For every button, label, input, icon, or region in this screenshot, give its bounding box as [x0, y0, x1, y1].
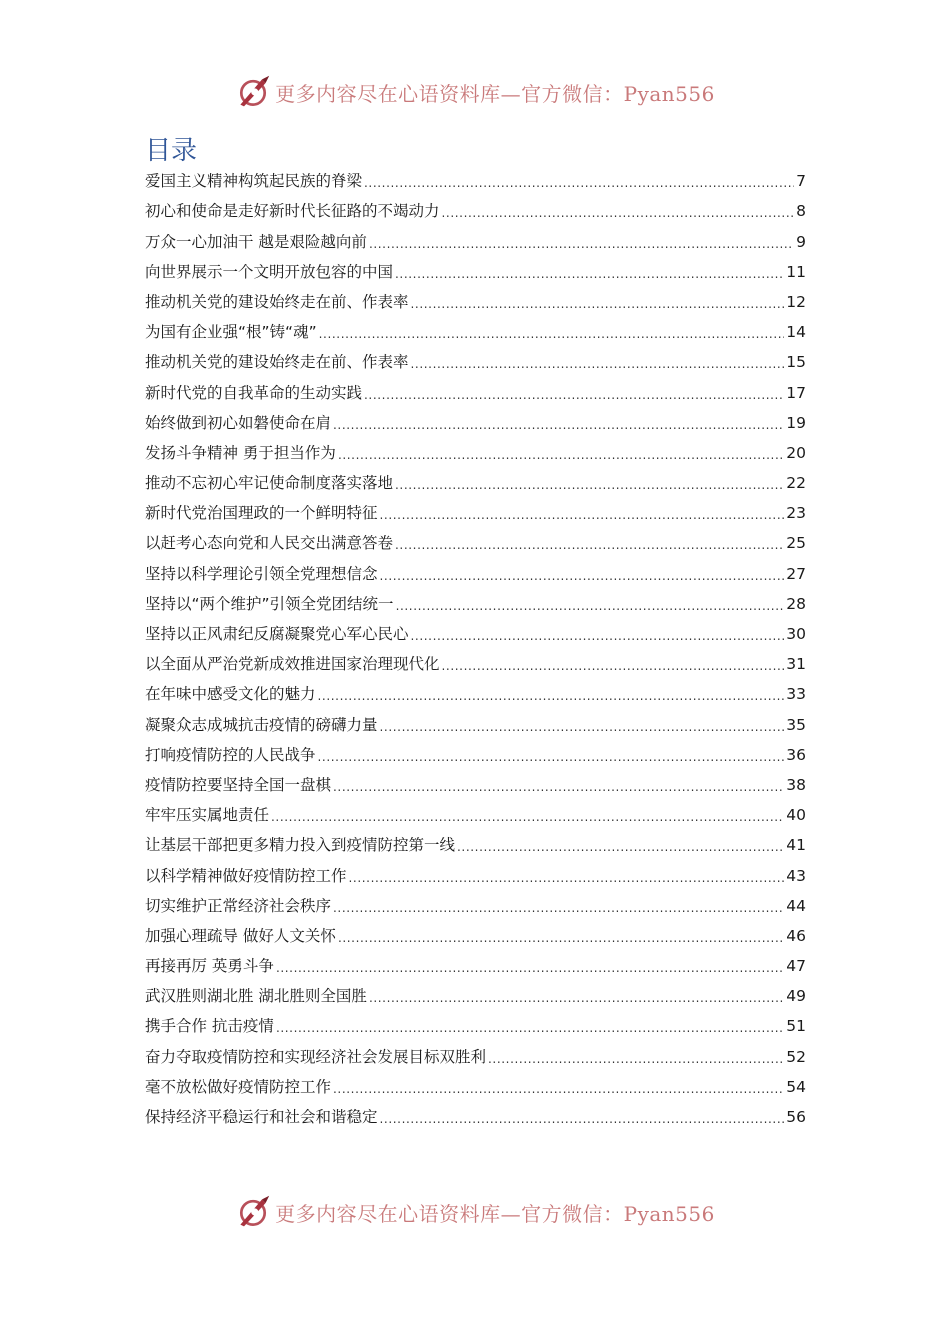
toc-entry-title: 奋力夺取疫情防控和实现经济社会发展目标双胜利 — [145, 1047, 487, 1066]
toc-entry-title: 携手合作 抗击疫情 — [145, 1017, 274, 1036]
toc-entry[interactable] — [145, 766, 806, 796]
toc-leader-dots — [364, 174, 794, 192]
toc-entry-title: 发扬斗争精神 勇于担当作为 — [145, 443, 336, 462]
toc-entry-page: 36 — [786, 745, 806, 764]
toc-entry-page: 43 — [786, 866, 806, 885]
toc-entry-title: 初心和使命是走好新时代长征路的不竭动力 — [145, 202, 440, 221]
toc-leader-dots — [380, 567, 785, 585]
toc-leader-dots — [338, 446, 784, 464]
toc-leader-dots — [318, 748, 785, 766]
toc-title: 目录 — [145, 136, 198, 166]
banner-text: 更多内容尽在心语资料库—官方微信：Pyan556 — [275, 81, 715, 106]
toc-entry[interactable] — [145, 1007, 806, 1037]
header-banner — [0, 72, 950, 112]
toc-entry[interactable] — [145, 192, 806, 222]
toc-leader-dots — [411, 355, 785, 373]
toc-entry[interactable] — [145, 162, 806, 192]
toc-entry-title: 以全面从严治党新成效推进国家治理现代化 — [145, 655, 440, 674]
toc-entry-title: 疫情防控要坚持全国一盘棋 — [145, 775, 332, 794]
toc-list — [145, 162, 806, 1128]
toc-entry[interactable] — [145, 343, 806, 373]
toc-entry-page: 54 — [786, 1077, 806, 1096]
toc-leader-dots — [271, 808, 784, 826]
toc-entry-title: 推动机关党的建设始终走在前、作表率 — [145, 292, 409, 311]
toc-entry-title: 新时代党治国理政的一个鲜明特征 — [145, 504, 378, 523]
toc-entry-title: 为国有企业强“根”铸“魂” — [145, 323, 317, 342]
toc-entry-page: 9 — [796, 232, 806, 251]
toc-leader-dots — [333, 1080, 784, 1098]
toc-entry[interactable] — [145, 1068, 806, 1098]
toc-entry[interactable] — [145, 524, 806, 554]
toc-entry-title: 以赶考心态向党和人民交出满意答卷 — [145, 534, 394, 553]
toc-entry[interactable] — [145, 705, 806, 735]
toc-entry-page: 41 — [786, 836, 806, 855]
toc-entry[interactable] — [145, 554, 806, 584]
toc-leader-dots — [369, 235, 794, 253]
footer-banner — [0, 1192, 950, 1232]
toc-entry-page: 22 — [786, 474, 806, 493]
toc-leader-dots — [442, 204, 795, 222]
toc-leader-dots — [395, 536, 784, 554]
toc-leader-dots — [380, 718, 785, 736]
toc-entry-title: 凝聚众志成城抗击疫情的磅礴力量 — [145, 715, 378, 734]
toc-entry-title: 向世界展示一个文明开放包容的中国 — [145, 262, 394, 281]
toc-leader-dots — [333, 899, 784, 917]
toc-entry-page: 14 — [786, 323, 806, 342]
toc-entry[interactable] — [145, 1037, 806, 1067]
toc-leader-dots — [411, 627, 785, 645]
toc-entry[interactable] — [145, 826, 806, 856]
toc-leader-dots — [442, 657, 785, 675]
toc-entry-title: 毫不放松做好疫情防控工作 — [145, 1077, 332, 1096]
toc-entry-page: 30 — [786, 625, 806, 643]
toc-entry-title: 让基层干部把更多精力投入到疫情防控第一线 — [145, 836, 456, 855]
toc-entry-page: 47 — [786, 957, 806, 976]
toc-entry[interactable] — [145, 887, 806, 917]
toc-entry-title: 爱国主义精神构筑起民族的脊梁 — [145, 172, 363, 191]
toc-entry-page: 35 — [786, 715, 806, 734]
toc-entry-page: 33 — [786, 685, 806, 704]
toc-leader-dots — [396, 597, 785, 615]
toc-entry[interactable] — [145, 494, 806, 524]
toc-entry-page: 38 — [786, 775, 806, 794]
toc-entry-page: 49 — [786, 987, 806, 1006]
toc-leader-dots — [276, 1019, 784, 1037]
toc-entry[interactable] — [145, 736, 806, 766]
toc-leader-dots — [338, 929, 784, 947]
toc-entry-title: 打响疫情防控的人民战争 — [145, 745, 316, 764]
toc-entry-title: 加强心理疏导 做好人文关怀 — [145, 926, 336, 945]
toc-entry-title: 保持经济平稳运行和社会和谐稳定 — [145, 1108, 378, 1126]
toc-entry-page: 27 — [786, 564, 806, 583]
toc-entry[interactable] — [145, 585, 806, 615]
toc-entry[interactable] — [145, 253, 806, 283]
toc-entry-title: 武汉胜则湖北胜 湖北胜则全国胜 — [145, 987, 367, 1006]
toc-entry-page: 51 — [786, 1017, 806, 1036]
toc-entry-page: 44 — [786, 896, 806, 915]
toc-entry[interactable] — [145, 313, 806, 343]
toc-leader-dots — [319, 325, 785, 343]
toc-entry-page: 52 — [786, 1047, 806, 1066]
toc-entry[interactable] — [145, 645, 806, 675]
toc-entry-title: 牢牢压实属地责任 — [145, 806, 270, 825]
quill-pen-logo-icon — [235, 74, 271, 110]
toc-entry-page: 46 — [786, 926, 806, 945]
toc-entry-page: 25 — [786, 534, 806, 553]
toc-entry-title: 推动机关党的建设始终走在前、作表率 — [145, 353, 409, 372]
toc-leader-dots — [333, 416, 784, 434]
toc-entry[interactable] — [145, 464, 806, 494]
toc-entry[interactable] — [145, 615, 806, 645]
toc-entry-title: 万众一心加油干 越是艰险越向前 — [145, 232, 367, 251]
toc-entry-page: 56 — [786, 1108, 806, 1126]
toc-leader-dots — [364, 386, 784, 404]
quill-pen-logo-icon — [235, 1194, 271, 1230]
toc-entry[interactable] — [145, 917, 806, 947]
toc-entry[interactable] — [145, 856, 806, 886]
toc-leader-dots — [411, 295, 785, 313]
toc-leader-dots — [395, 265, 784, 283]
toc-entry-page: 19 — [786, 413, 806, 432]
toc-entry[interactable] — [145, 434, 806, 464]
toc-entry-page: 17 — [786, 383, 806, 402]
toc-entry-title: 切实维护正常经济社会秩序 — [145, 896, 332, 915]
toc-leader-dots — [276, 959, 784, 977]
toc-entry[interactable] — [145, 675, 806, 705]
toc-entry-page: 8 — [796, 202, 806, 221]
toc-entry[interactable] — [145, 947, 806, 977]
toc-leader-dots — [318, 687, 785, 705]
toc-entry-page: 20 — [786, 443, 806, 462]
toc-entry-page: 31 — [786, 655, 806, 674]
toc-entry-page: 11 — [786, 262, 806, 281]
toc-entry-page: 23 — [786, 504, 806, 523]
toc-entry[interactable] — [145, 373, 806, 403]
toc-entry[interactable] — [145, 283, 806, 313]
toc-entry-title: 坚持以“两个维护”引领全党团结统一 — [145, 594, 394, 613]
toc-leader-dots — [380, 1110, 785, 1128]
toc-leader-dots — [333, 778, 784, 796]
toc-entry-page: 40 — [786, 806, 806, 825]
toc-leader-dots — [395, 476, 784, 494]
toc-entry-title: 在年味中感受文化的魅力 — [145, 685, 316, 704]
toc-entry-title: 坚持以正风肃纪反腐凝聚党心军心民心 — [145, 625, 409, 643]
toc-entry-title: 推动不忘初心牢记使命制度落实落地 — [145, 474, 394, 493]
toc-entry[interactable] — [145, 796, 806, 826]
toc-leader-dots — [380, 506, 785, 524]
toc-entry-page: 7 — [796, 172, 806, 191]
toc-entry[interactable] — [145, 222, 806, 252]
toc-entry-page: 15 — [786, 353, 806, 372]
toc-entry-page: 28 — [786, 594, 806, 613]
toc-leader-dots — [349, 869, 785, 887]
toc-entry[interactable] — [145, 404, 806, 434]
toc-entry-title: 以科学精神做好疫情防控工作 — [145, 866, 347, 885]
toc-entry-title: 再接再厉 英勇斗争 — [145, 957, 274, 976]
toc-entry-title: 始终做到初心如磐使命在肩 — [145, 413, 332, 432]
toc-entry[interactable] — [145, 1098, 806, 1128]
banner-text: 更多内容尽在心语资料库—官方微信：Pyan556 — [275, 1201, 715, 1226]
toc-entry-page: 12 — [786, 292, 806, 311]
toc-leader-dots — [488, 1050, 784, 1068]
toc-entry-title: 坚持以科学理论引领全党理想信念 — [145, 564, 378, 583]
toc-leader-dots — [369, 989, 784, 1007]
toc-leader-dots — [457, 838, 784, 856]
toc-entry[interactable] — [145, 977, 806, 1007]
toc-entry-title: 新时代党的自我革命的生动实践 — [145, 383, 363, 402]
